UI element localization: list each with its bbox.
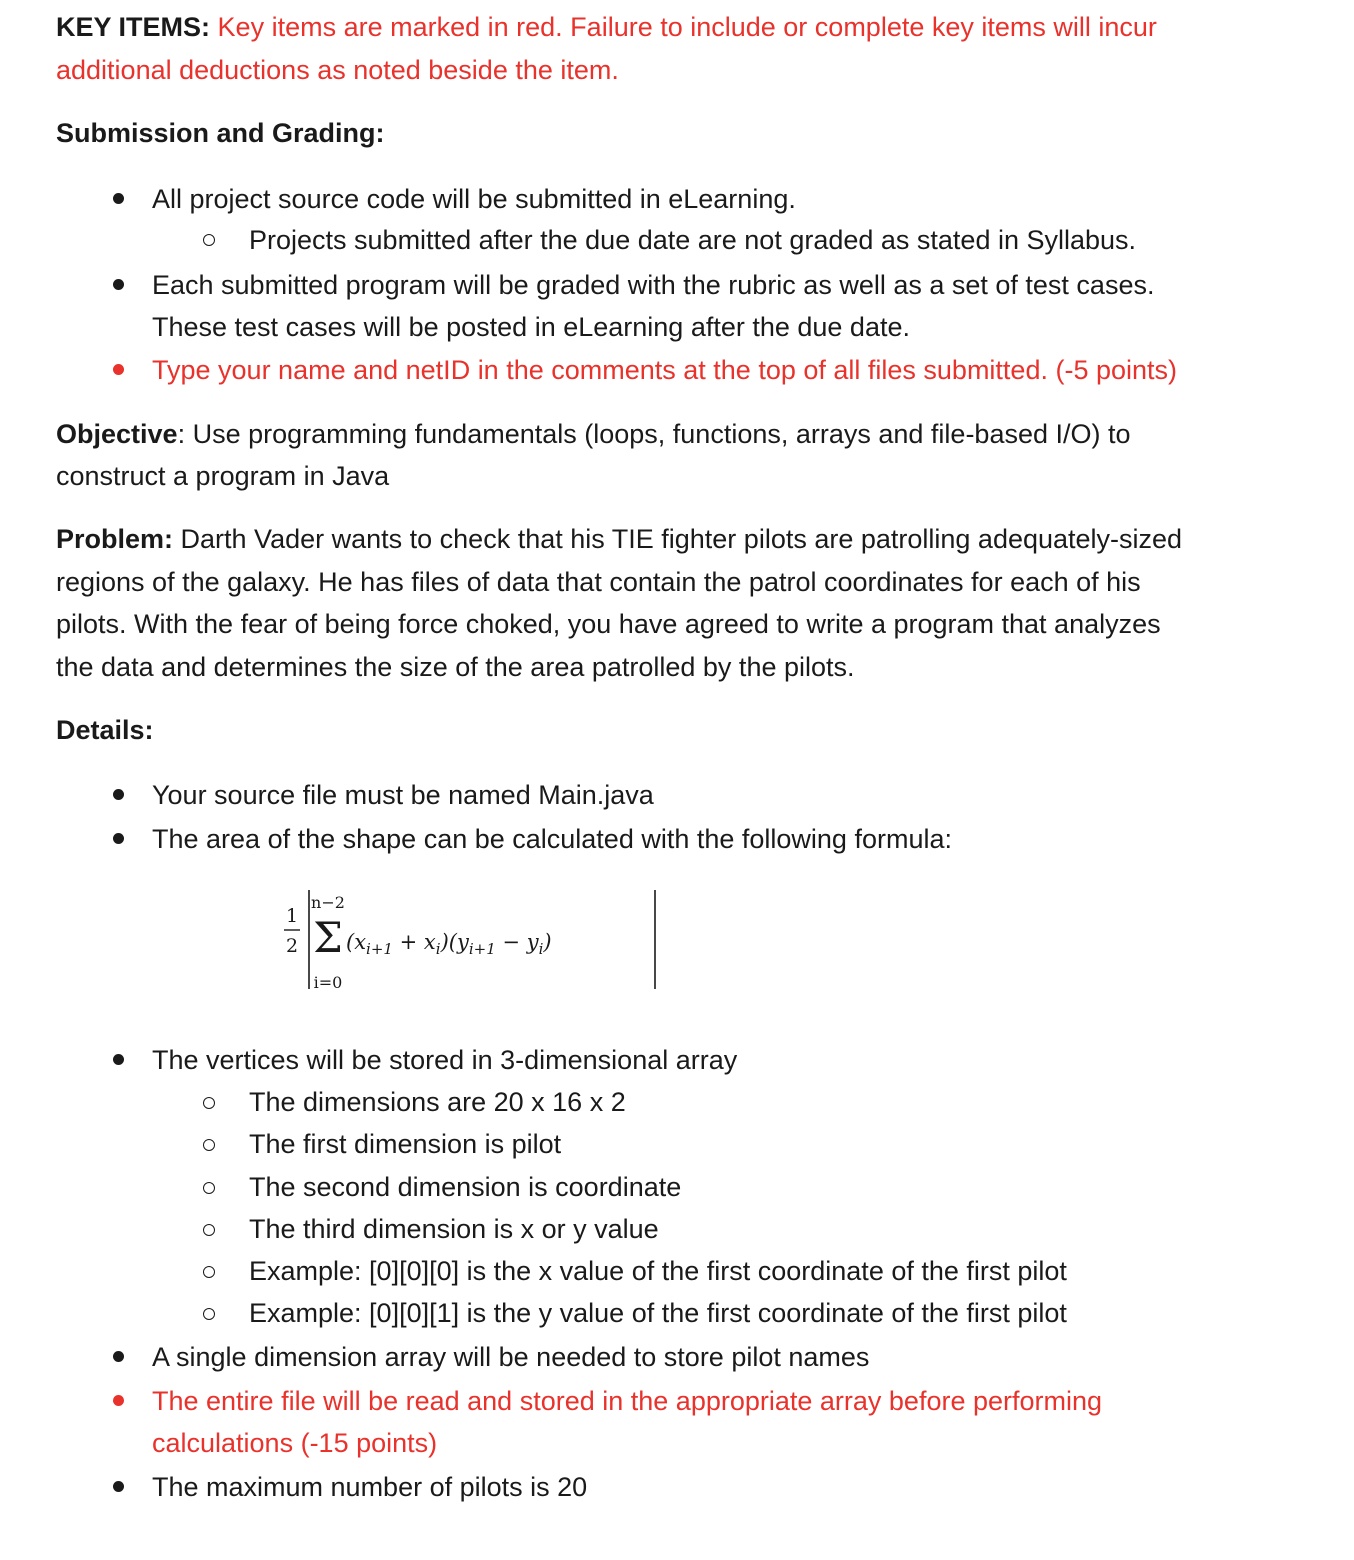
sub-bullet-circle <box>203 1182 215 1194</box>
submission-item-1-sub: Projects submitted after the due date are not graded as stated in Syllabus. <box>249 225 1137 255</box>
bullet-dot <box>113 1054 124 1065</box>
sigma-symbol: Σ <box>313 913 343 962</box>
formula-body <box>346 930 552 958</box>
formula-subscript: i <box>538 940 544 958</box>
objective-text: : Use programming fundamentals (loops, functions, arrays and file-based I/O) to <box>177 419 1131 449</box>
sub-bullet-circle <box>203 1097 215 1109</box>
details-item-3-sub-6: Example: [0][0][1] is the y value of the first coordinate of the first pilot <box>249 1298 1067 1328</box>
sub-bullet-circle <box>203 1266 215 1278</box>
bullet-dot-red <box>113 1395 124 1406</box>
formula-part: − y <box>495 930 539 954</box>
bullet-dot <box>113 789 124 800</box>
formula-subscript: i <box>435 940 441 958</box>
bullet-dot-red <box>113 364 124 375</box>
objective-line2: construct a program in Java <box>56 461 390 491</box>
details-heading: Details: <box>56 715 154 745</box>
details-item-3-sub-3: The second dimension is coordinate <box>249 1172 682 1202</box>
details-item-3-sub-5: Example: [0][0][0] is the x value of the first coordinate of the first pilot <box>249 1256 1067 1286</box>
details-item-3-sub-2: The first dimension is pilot <box>249 1129 562 1159</box>
bullet-dot <box>113 833 124 844</box>
submission-item-2-line2: These test cases will be posted in eLearning after the due date. <box>152 312 910 342</box>
bullet-dot <box>113 1351 124 1362</box>
bullet-dot <box>113 1481 124 1492</box>
bullet-dot <box>113 279 124 290</box>
submission-item-1: All project source code will be submitted in eLearning. <box>152 184 796 214</box>
key-items-line2: additional deductions as noted beside the item. <box>56 55 619 85</box>
problem-line1 <box>56 521 1182 557</box>
sub-bullet-circle <box>203 1139 215 1151</box>
formula-subscript: i+1 <box>468 940 496 958</box>
bullet-dot <box>113 193 124 204</box>
problem-line2: regions of the galaxy. He has files of data that contain the patrol coordinates for each of his <box>56 567 1141 597</box>
details-item-3-sub-1: The dimensions are 20 x 16 x 2 <box>249 1087 626 1117</box>
area-formula <box>276 884 676 994</box>
sum-upper-limit: n−2 <box>311 893 345 912</box>
details-item-5-key-line2: calculations (-15 points) <box>152 1428 438 1458</box>
sum-lower-limit: i=0 <box>313 973 343 992</box>
key-items-label: KEY ITEMS: <box>56 12 211 42</box>
details-item-3: The vertices will be stored in 3-dimensional array <box>152 1045 738 1075</box>
key-items-text: Key items are marked in red. Failure to include or complete key items will incur <box>217 12 1157 42</box>
formula-numerator: 1 <box>285 905 299 927</box>
details-item-4: A single dimension array will be needed to store pilot names <box>152 1342 870 1372</box>
formula-svg <box>276 884 676 994</box>
sub-bullet-circle <box>203 1224 215 1236</box>
sub-bullet-circle <box>203 1308 215 1320</box>
objective-label: Objective <box>56 419 178 449</box>
submission-item-2-line1: Each submitted program will be graded with the rubric as well as a set of test cases. <box>152 270 1155 300</box>
submission-item-3-key: Type your name and netID in the comments at the top of all files submitted. (-5 points) <box>152 355 1178 385</box>
details-item-1: Your source file must be named Main.java <box>152 780 654 810</box>
problem-line4: the data and determines the size of the area patrolled by the pilots. <box>56 652 855 682</box>
problem-label: Problem: <box>56 524 174 554</box>
formula-subscript: i+1 <box>366 940 393 958</box>
submission-heading: Submission and Grading: <box>56 118 385 148</box>
formula-part: ) <box>543 930 552 954</box>
problem-line3: pilots. With the fear of being force choked, you have agreed to write a program that analyzes <box>56 609 1161 639</box>
objective-line1 <box>56 416 1131 452</box>
problem-text: Darth Vader wants to check that his TIE fighter pilots are patrolling adequately-sized <box>173 524 1183 554</box>
formula-denominator: 2 <box>285 935 299 957</box>
details-item-2: The area of the shape can be calculated with the following formula: <box>152 824 952 854</box>
details-item-6: The maximum number of pilots is 20 <box>152 1472 588 1502</box>
formula-part: )(y <box>440 930 469 954</box>
key-items-line1 <box>56 9 1157 45</box>
details-item-5-key-line1: The entire file will be read and stored in the appropriate array before performing <box>152 1386 1103 1416</box>
formula-part: (x <box>346 930 367 954</box>
formula-part: + x <box>392 930 436 954</box>
sub-bullet-circle <box>203 234 215 246</box>
details-item-3-sub-4: The third dimension is x or y value <box>249 1214 659 1244</box>
